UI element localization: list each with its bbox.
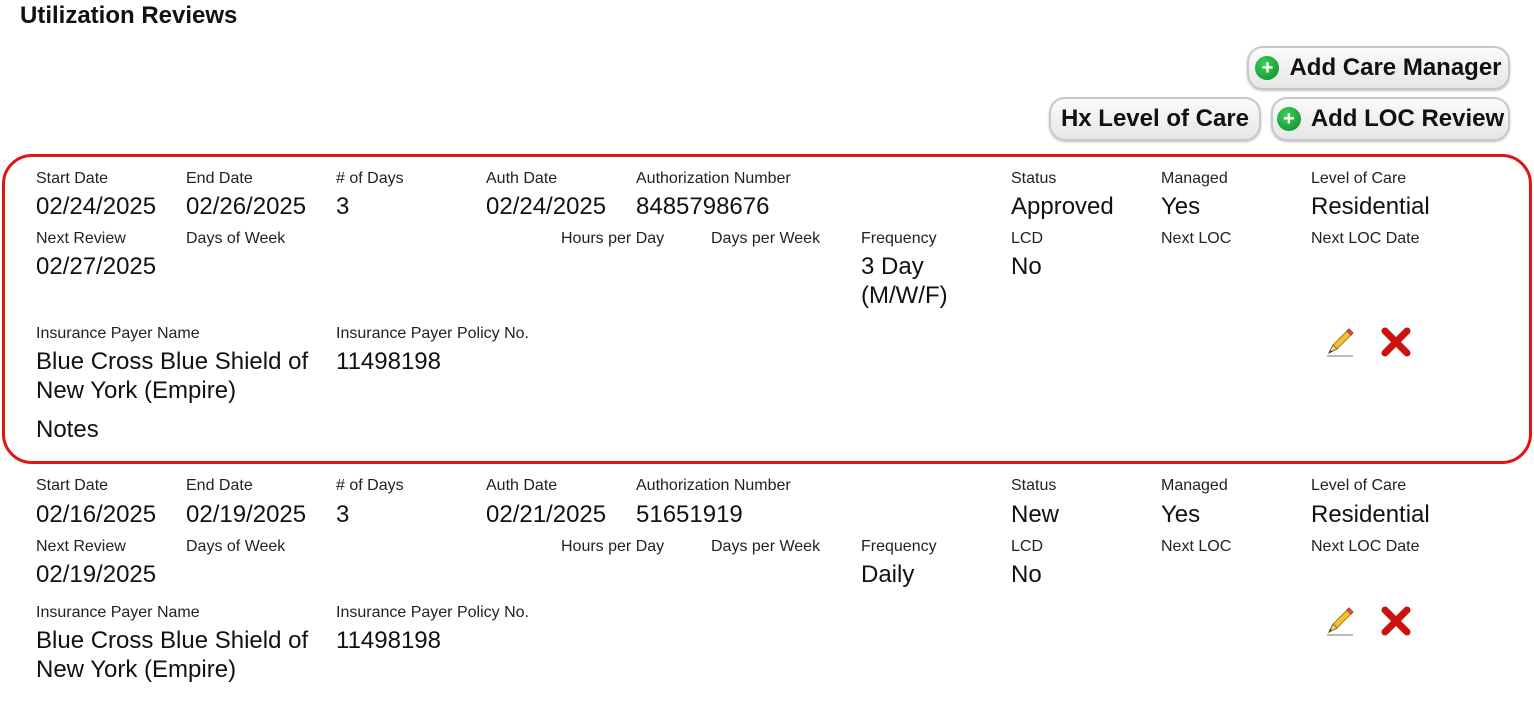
frequency-label: Frequency: [861, 538, 937, 555]
lcd-value: No: [1011, 561, 1042, 588]
insurance-policy-value: 11498198: [336, 348, 441, 375]
lcd-label: LCD: [1011, 230, 1044, 247]
auth-date-label: Auth Date: [486, 170, 558, 187]
insurance-policy-value: 11498198: [336, 627, 441, 654]
num-days-label: # of Days: [336, 477, 404, 494]
status-value: Approved: [1011, 193, 1114, 220]
insurance-payer-name-label: Insurance Payer Name: [36, 604, 200, 621]
insurance-payer-name-label: Insurance Payer Name: [36, 325, 200, 342]
hx-level-of-care-button[interactable]: [1049, 97, 1261, 141]
add-care-manager-label: Add Care Manager: [1289, 54, 1502, 81]
insurance-payer-name-line1: Blue Cross Blue Shield of: [36, 348, 309, 375]
start-date-label: Start Date: [36, 477, 109, 494]
lcd-label: LCD: [1011, 538, 1044, 555]
insurance-payer-name-line1: Blue Cross Blue Shield of: [36, 627, 309, 654]
days-per-week-label: Days per Week: [711, 538, 821, 555]
next-review-value: 02/19/2025: [36, 561, 157, 588]
status-label: Status: [1011, 170, 1057, 187]
end-date-value: 02/26/2025: [186, 193, 307, 220]
level-of-care-label: Level of Care: [1311, 477, 1407, 494]
num-days-value: 3: [336, 193, 350, 220]
red-x-icon: [1379, 325, 1413, 359]
auth-date-value: 02/24/2025: [486, 193, 607, 220]
managed-label: Managed: [1161, 477, 1228, 494]
end-date-value: 02/19/2025: [186, 501, 307, 528]
authorization-number-label: Authorization Number: [636, 170, 791, 187]
delete-review-1-button[interactable]: [1379, 325, 1413, 359]
add-icon: +: [1255, 56, 1279, 80]
frequency-value-line1: 3 Day: [861, 253, 924, 280]
red-x-icon: [1379, 604, 1413, 638]
pencil-icon: [1323, 604, 1357, 638]
next-review-label: Next Review: [36, 230, 126, 247]
authorization-number-value: 8485798676: [636, 193, 770, 220]
next-loc-label: Next LOC: [1161, 230, 1232, 247]
page-title: Utilization Reviews: [20, 2, 238, 29]
next-loc-date-label: Next LOC Date: [1311, 230, 1420, 247]
start-date-value: 02/24/2025: [36, 193, 157, 220]
add-loc-review-button[interactable]: [1271, 97, 1510, 141]
days-of-week-label: Days of Week: [186, 538, 286, 555]
managed-label: Managed: [1161, 170, 1228, 187]
num-days-value: 3: [336, 501, 350, 528]
next-review-value: 02/27/2025: [36, 253, 157, 280]
frequency-value-line1: Daily: [861, 561, 915, 588]
authorization-number-value: 51651919: [636, 501, 743, 528]
next-loc-date-label: Next LOC Date: [1311, 538, 1420, 555]
authorization-number-label: Authorization Number: [636, 477, 791, 494]
insurance-policy-label: Insurance Payer Policy No.: [336, 325, 529, 342]
auth-date-label: Auth Date: [486, 477, 558, 494]
hx-level-of-care-label: Hx Level of Care: [1060, 105, 1250, 132]
level-of-care-label: Level of Care: [1311, 170, 1407, 187]
add-loc-review-label: Add LOC Review: [1310, 105, 1505, 132]
days-per-week-label: Days per Week: [711, 230, 821, 247]
next-review-label: Next Review: [36, 538, 126, 555]
start-date-label: Start Date: [36, 170, 109, 187]
num-days-label: # of Days: [336, 170, 404, 187]
status-value: New: [1011, 501, 1060, 528]
managed-value: Yes: [1161, 193, 1201, 220]
level-of-care-value: Residential: [1311, 501, 1430, 528]
hours-per-day-label: Hours per Day: [561, 230, 665, 247]
add-icon: +: [1277, 107, 1301, 131]
edit-review-1-button[interactable]: [1323, 325, 1357, 359]
insurance-payer-name-line2: New York (Empire): [36, 656, 237, 683]
insurance-payer-name-line2: New York (Empire): [36, 377, 237, 404]
managed-value: Yes: [1161, 501, 1201, 528]
notes-label: Notes: [36, 416, 99, 443]
status-label: Status: [1011, 477, 1057, 494]
add-care-manager-button[interactable]: [1247, 46, 1510, 90]
frequency-label: Frequency: [861, 230, 937, 247]
next-loc-label: Next LOC: [1161, 538, 1232, 555]
pencil-icon: [1323, 325, 1357, 359]
start-date-value: 02/16/2025: [36, 501, 157, 528]
lcd-value: No: [1011, 253, 1042, 280]
insurance-policy-label: Insurance Payer Policy No.: [336, 604, 529, 621]
edit-review-2-button[interactable]: [1323, 604, 1357, 638]
days-of-week-label: Days of Week: [186, 230, 286, 247]
delete-review-2-button[interactable]: [1379, 604, 1413, 638]
frequency-value-line2: (M/W/F): [861, 282, 948, 309]
end-date-label: End Date: [186, 170, 253, 187]
end-date-label: End Date: [186, 477, 253, 494]
auth-date-value: 02/21/2025: [486, 501, 607, 528]
level-of-care-value: Residential: [1311, 193, 1430, 220]
hours-per-day-label: Hours per Day: [561, 538, 665, 555]
